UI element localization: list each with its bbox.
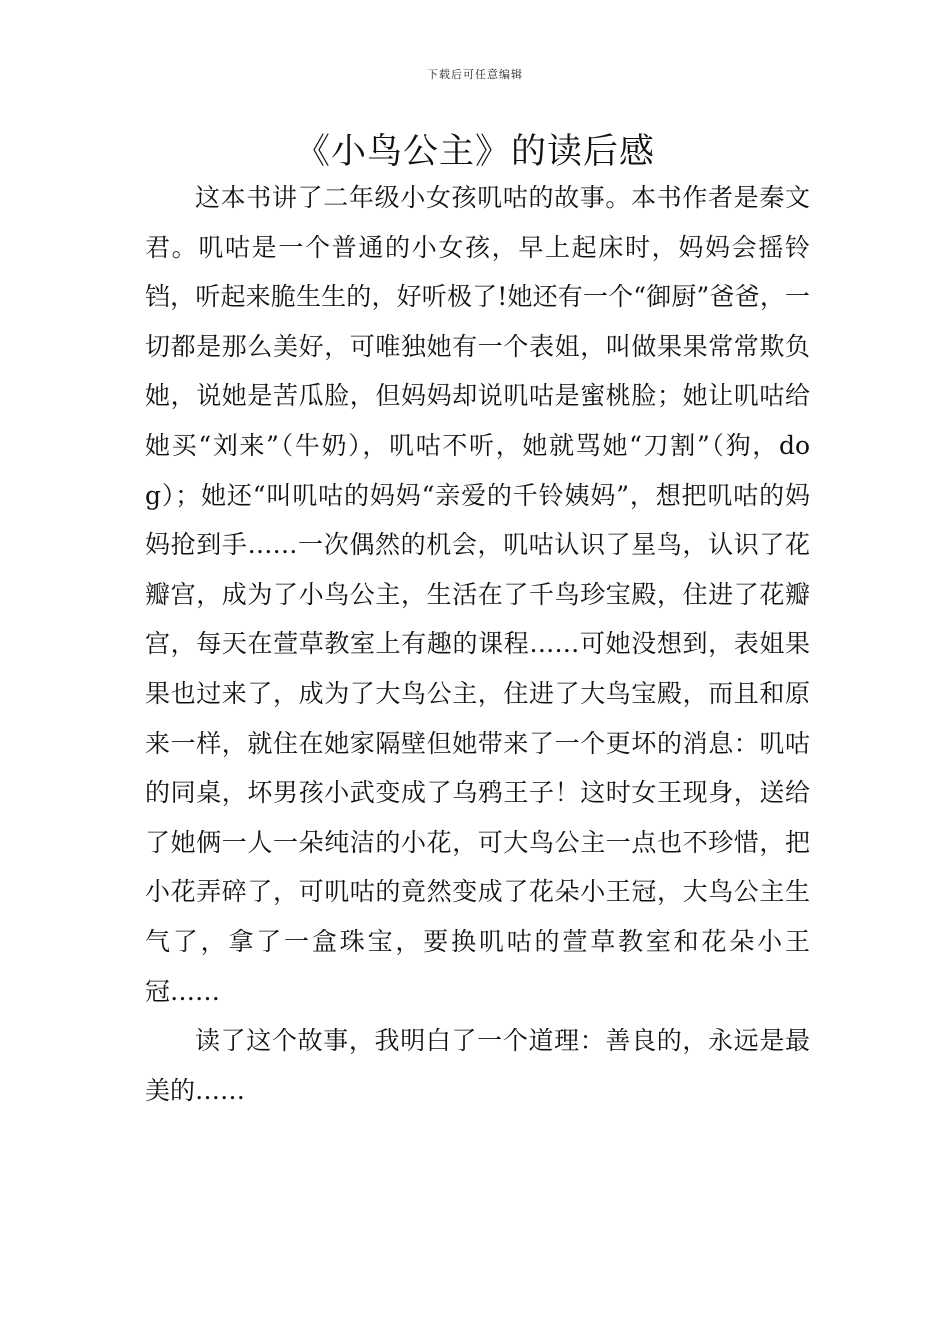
document-body — [145, 173, 810, 1115]
paragraph-1: 这本书讲了二年级小女孩叽咕的故事。本书作者是秦文君。叽咕是一个普通的小女孩，早上起床时，妈妈会摇铃铛，听起来脆生生的，好听极了!她还有一个“御厨”爸爸，一切都是那么美好，可唯独她有一个表姐，叫做果果常常欺负她，说她是苦瓜脸，但妈妈却说叽咕是蜜桃脸；她让叽咕给她买“刘来”（牛奶），叽咕不听，她就骂她“刀割”（狗，dog）；她还“叫叽咕的妈妈“亲爱的千铃姨妈”，想把叽咕的妈妈抢到手……一次偶然的机会，叽咕认识了星鸟，认识了花瓣宫，成为了小鸟公主，生活在了千鸟珍宝殿，住进了花瓣宫，每天在萱草教室上有趣的课程……可她没想到，表姐果果也过来了，成为了大鸟公主，住进了大鸟宝殿，而且和原来一样，就住在她家隔壁但她带来了一个更坏的消息：叽咕的同桌，坏男孩小武变成了乌鸦王子！这时女王现身，送给了她俩一人一朵纯洁的小花，可大鸟公主一点也不珍惜，把小花弄碎了，可叽咕的竟然变成了花朵小王冠，大鸟公主生气了，拿了一盒珠宝，要换叽咕的萱草教室和花朵小王冠…… — [145, 183, 810, 1006]
paragraph-2: 读了这个故事，我明白了一个道理：善良的，永远是最美的…… — [145, 1026, 810, 1105]
header-note: 下载后可任意编辑 — [427, 68, 523, 81]
document-title: 《小鸟公主》的读后感 — [294, 132, 655, 172]
